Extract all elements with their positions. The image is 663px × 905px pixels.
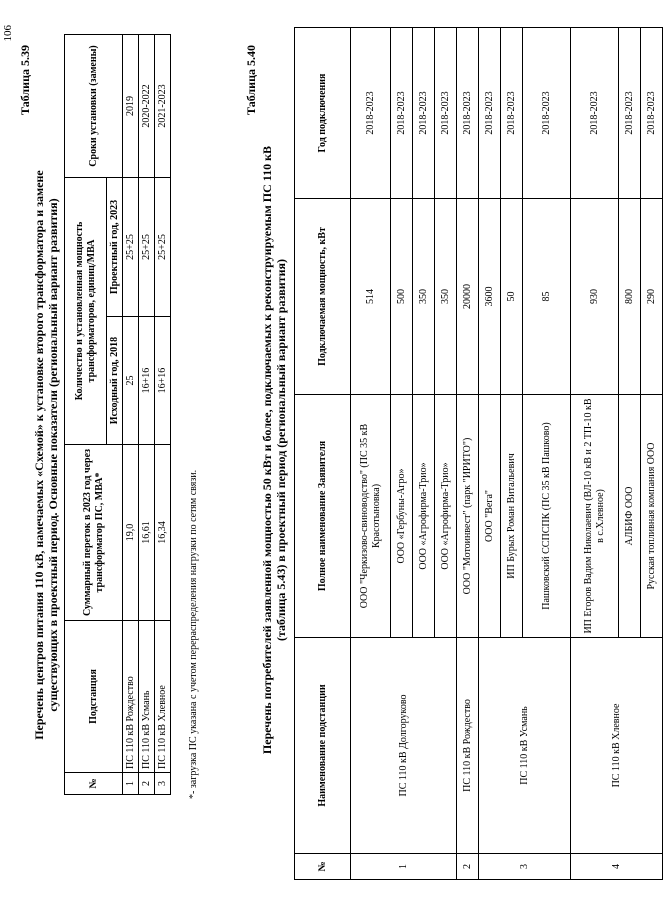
t40-cell-power: 500 xyxy=(391,199,413,395)
t40-cell-num: 1 xyxy=(351,854,457,880)
t39-cell-substation: ПС 110 кВ Усмань xyxy=(139,621,155,773)
table-40-caption: Таблица 5.40 xyxy=(244,45,258,115)
t40-cell-applicant: ООО «Агрофирма-Трио» xyxy=(413,395,435,638)
t39-cell-num: 1 xyxy=(123,773,139,795)
t39-cell-design: 25+25 xyxy=(123,177,139,316)
t40-header-year: Год подключения xyxy=(295,28,351,199)
t39-cell-substation: ПС 110 кВ Рождество xyxy=(123,621,139,773)
t40-cell-power: 85 xyxy=(523,199,571,395)
table-row xyxy=(479,28,501,880)
table-row xyxy=(123,34,139,794)
table-row xyxy=(571,28,619,880)
t40-cell-year: 2018-2023 xyxy=(391,28,413,199)
t39-cell-substation: ПС 110 кВ Хлевное xyxy=(155,621,171,773)
t40-cell-substation: ПС 110 кВ Усмань xyxy=(479,638,571,854)
t40-cell-applicant: ООО «Гербуны-Агро» xyxy=(391,395,413,638)
t39-cell-base: 16+16 xyxy=(155,317,171,445)
t39-header-num: № xyxy=(65,773,123,795)
t40-cell-year: 2018-2023 xyxy=(479,28,501,199)
t40-cell-year: 2018-2023 xyxy=(641,28,663,199)
t40-cell-power: 20000 xyxy=(457,199,479,395)
t40-cell-num: 4 xyxy=(571,854,663,880)
t39-cell-terms: 2019 xyxy=(123,34,139,177)
t40-cell-power: 514 xyxy=(351,199,391,395)
t40-header-applicant: Полное наименование Заявителя xyxy=(295,395,351,638)
t40-cell-substation: ПС 110 кВ Хлевное xyxy=(571,638,663,854)
t40-cell-applicant: АЛБИФ ООО xyxy=(619,395,641,638)
t39-cell-num: 3 xyxy=(155,773,171,795)
t39-cell-design: 25+25 xyxy=(139,177,155,316)
table-40-title-line1: Перечень потребителей заявленной мощностью 50 кВт и более, подключаемых к реконструируемым ПС 110 кВ xyxy=(260,145,274,755)
table-39-caption: Таблица 5.39 xyxy=(18,45,32,115)
t40-cell-power: 50 xyxy=(501,199,523,395)
t40-cell-power: 800 xyxy=(619,199,641,395)
t40-cell-applicant: Русская топливная компания ООО xyxy=(641,395,663,638)
t40-cell-power: 930 xyxy=(571,199,619,395)
t40-cell-applicant: ООО "Вега" xyxy=(479,395,501,638)
t40-cell-power: 290 xyxy=(641,199,663,395)
t40-cell-applicant: Пашковский ССПСПК (ПС 35 кВ Пашково) xyxy=(523,395,571,638)
t40-cell-applicant: ООО "Черкизово-свиноводство" (ПС 35 кВ Красотыновка) xyxy=(351,395,391,638)
table-row xyxy=(351,28,391,880)
t39-header-capacity: Количество и установленная мощность трансформаторов, единиц/МВА xyxy=(65,177,107,444)
t40-cell-num: 2 xyxy=(457,854,479,880)
t40-cell-applicant: ИП Бурых Роман Витальевич xyxy=(501,395,523,638)
t39-cell-overload: 16,34 xyxy=(155,445,171,621)
t40-cell-year: 2018-2023 xyxy=(619,28,641,199)
t39-header-terms: Сроки установки (замены) xyxy=(65,34,123,177)
t40-cell-power: 350 xyxy=(413,199,435,395)
page-number: 106 xyxy=(2,25,14,42)
t40-cell-year: 2018-2023 xyxy=(523,28,571,199)
t40-cell-applicant: ИП Егоров Вадим Николаевич (ВЛ-10 кВ и 2 ТП-10 кВ в с.Хлевное) xyxy=(571,395,619,638)
t39-cell-overload: 16,61 xyxy=(139,445,155,621)
table-39 xyxy=(64,34,171,795)
t40-cell-num: 3 xyxy=(479,854,571,880)
t39-header-design-year: Проектный год, 2023 xyxy=(107,177,123,316)
t40-cell-substation: ПС 110 кВ Рождество xyxy=(457,638,479,854)
t40-cell-year: 2018-2023 xyxy=(457,28,479,199)
t39-header-substation: Подстанция xyxy=(65,621,123,773)
t39-cell-terms: 2021-2023 xyxy=(155,34,171,177)
t40-cell-power: 350 xyxy=(435,199,457,395)
t39-cell-base: 25 xyxy=(123,317,139,445)
t40-cell-year: 2018-2023 xyxy=(501,28,523,199)
table-39-title-line2: существующих в проектный период. Основные показатели (региональный вариант развития) xyxy=(46,198,60,712)
table-40-title-line2: (таблица 5.43) в проектный период (региональный вариант развития) xyxy=(274,259,288,641)
t39-cell-terms: 2020-2022 xyxy=(139,34,155,177)
table-row xyxy=(139,34,155,794)
t40-cell-year: 2018-2023 xyxy=(571,28,619,199)
table-39-footnote: *- загрузка ПС указана с учетом перераспределения нагрузки по сетям связи. xyxy=(188,469,199,799)
t40-header-power: Подключаемая мощность, кВт xyxy=(295,199,351,395)
table-40 xyxy=(294,27,663,880)
table-row xyxy=(155,34,171,794)
table-row xyxy=(457,28,479,880)
t40-cell-applicant: ООО "Мотоинвест" (парк "ИРИТО") xyxy=(457,395,479,638)
t39-cell-overload: 19,0 xyxy=(123,445,139,621)
table-40-title xyxy=(260,25,288,875)
table-39-title-line1: Перечень центров питания 110 кВ, намечаемых «Схемой» к установке второго трансформатора и замене xyxy=(32,170,46,740)
t40-cell-applicant: ООО «Агрофирма-Трио» xyxy=(435,395,457,638)
t40-header-num: № xyxy=(295,854,351,880)
t40-header-substation: Наименование подстанции xyxy=(295,638,351,854)
table-39-title xyxy=(32,35,60,875)
t40-cell-substation: ПС 110 кВ Долгоруково xyxy=(351,638,457,854)
t40-cell-year: 2018-2023 xyxy=(413,28,435,199)
t39-cell-base: 16+16 xyxy=(139,317,155,445)
t39-cell-design: 25+25 xyxy=(155,177,171,316)
t40-cell-year: 2018-2023 xyxy=(351,28,391,199)
t40-cell-power: 3600 xyxy=(479,199,501,395)
t39-header-base-year: Исходный год, 2018 xyxy=(107,317,123,445)
t39-cell-num: 2 xyxy=(139,773,155,795)
t39-header-overload: Суммарный переток в 2023 год через трансформатор ПС, МВА* xyxy=(65,445,123,621)
t40-cell-year: 2018-2023 xyxy=(435,28,457,199)
